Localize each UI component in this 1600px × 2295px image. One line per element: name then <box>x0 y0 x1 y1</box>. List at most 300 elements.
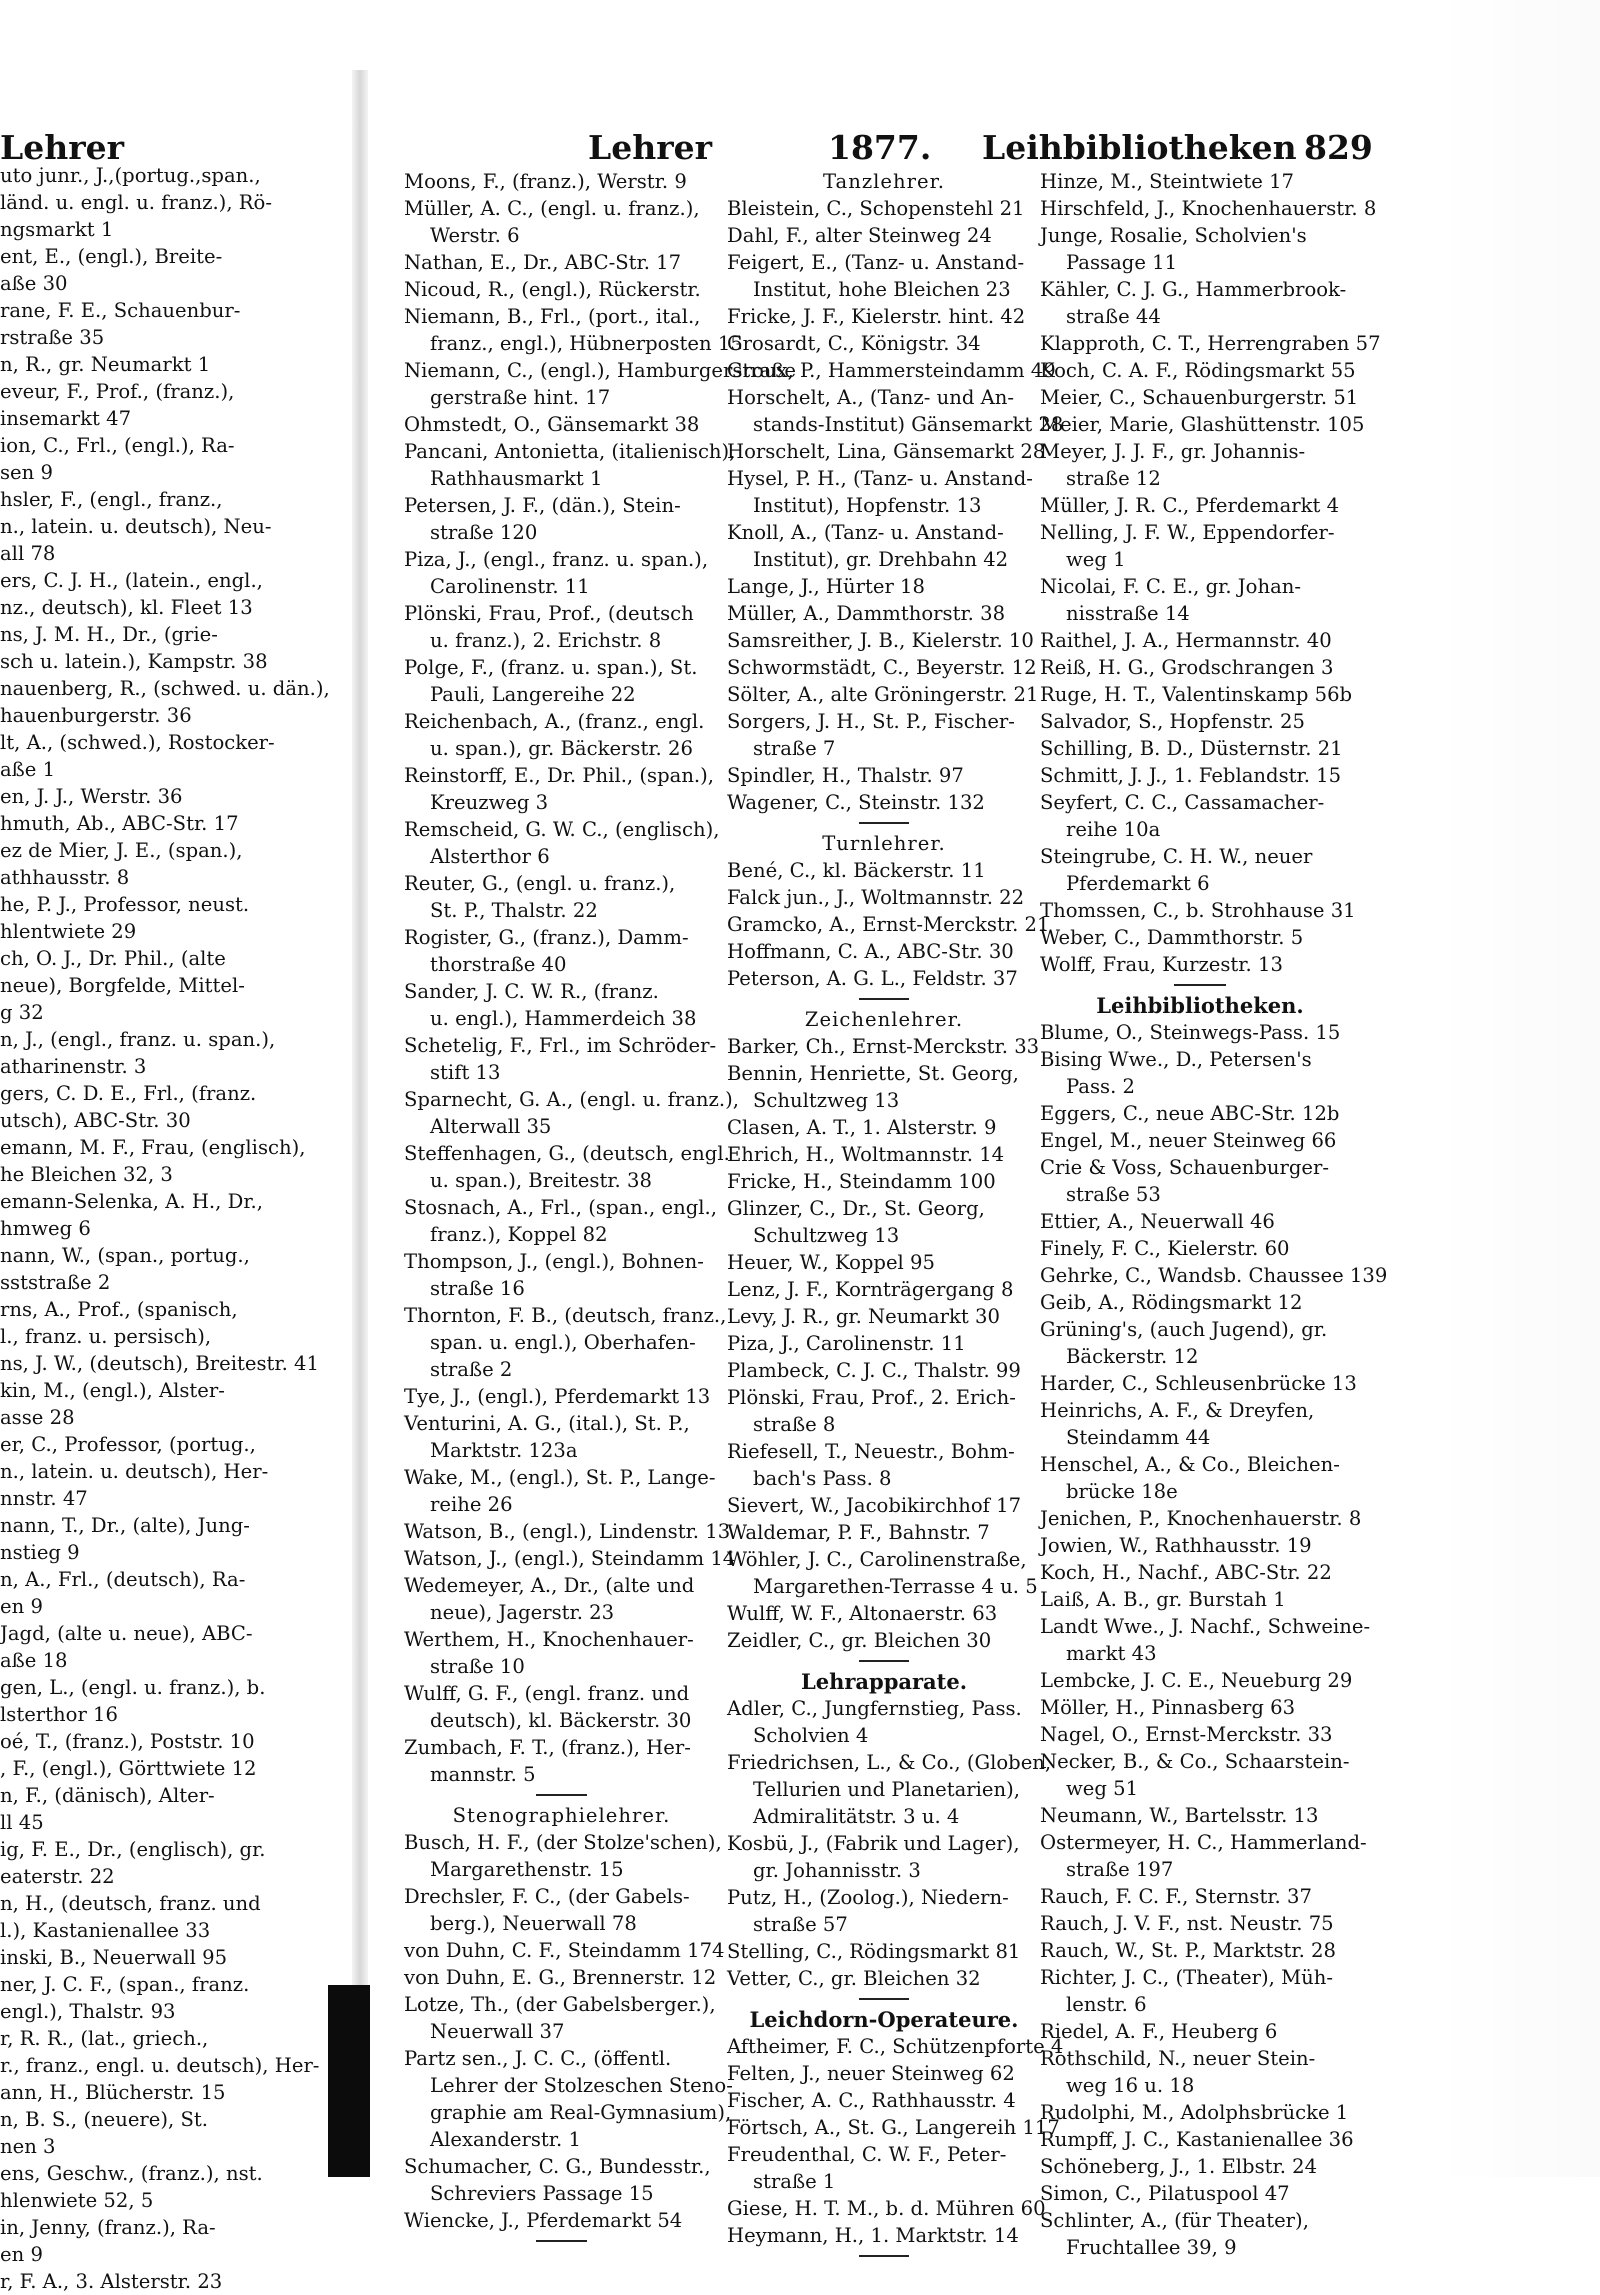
directory-entry-line: hauenburgerstr. 36 <box>0 704 192 727</box>
directory-entry-line: Rauch, J. V. F., nst. Neustr. 75 <box>1040 1912 1334 1935</box>
directory-entry-line: brücke 18e <box>1066 1480 1178 1503</box>
section-title: Stenographielehrer. <box>452 1804 671 1827</box>
directory-entry-line: nauenberg, R., (schwed. u. dän.), <box>0 677 330 700</box>
directory-entry-line: Niemann, B., Frl., (port., ital., <box>404 305 701 328</box>
directory-entry-line: Bené, C., kl. Bäckerstr. 11 <box>727 859 986 882</box>
directory-entry-line: Finely, F. C., Kielerstr. 60 <box>1040 1237 1290 1260</box>
directory-entry-line: Spindler, H., Thalstr. 97 <box>727 764 964 787</box>
directory-entry-line: Zeidler, C., gr. Bleichen 30 <box>727 1629 992 1652</box>
directory-entry-line: Falck jun., J., Woltmannstr. 22 <box>727 886 1025 909</box>
directory-entry-line: Giese, H. T. M., b. d. Mühren 60 <box>727 2197 1046 2220</box>
directory-entry-line: en, J. J., Werstr. 36 <box>0 785 183 808</box>
directory-entry-line: Pass. 2 <box>1066 1075 1136 1098</box>
directory-entry-line: Wulff, W. F., Altonaerstr. 63 <box>727 1602 998 1625</box>
directory-entry-line: n, B. S., (neuere), St. <box>0 2108 209 2131</box>
directory-entry-line: gers, C. D. E., Frl., (franz. <box>0 1082 257 1105</box>
directory-entry-line: utsch), ABC-Str. 30 <box>0 1109 191 1132</box>
directory-entry-line: Weber, C., Dammthorstr. 5 <box>1040 926 1304 949</box>
page-margin <box>1440 0 1600 2177</box>
directory-entry-line: Piza, J., (engl., franz. u. span.), <box>404 548 709 571</box>
directory-entry-line: reihe 26 <box>430 1493 513 1516</box>
directory-entry-line: Rathhausmarkt 1 <box>430 467 603 490</box>
directory-entry-line: uto junr., J.,(portug.,span., <box>0 164 261 187</box>
directory-entry-line: Dahl, F., alter Steinweg 24 <box>727 224 992 247</box>
directory-entry-line: Putz, H., (Zoolog.), Niedern- <box>727 1886 1009 1909</box>
directory-entry-line: Bäckerstr. 12 <box>1066 1345 1199 1368</box>
directory-entry-line: Passage 11 <box>1066 251 1178 274</box>
directory-entry-line: ent, E., (engl.), Breite- <box>0 245 223 268</box>
directory-entry-line: straße 8 <box>753 1413 836 1436</box>
directory-entry-line: in, Jenny, (franz.), Ra- <box>0 2216 216 2239</box>
section-title: Lehrapparate. <box>800 1669 968 1694</box>
directory-entry-line: Pferdemarkt 6 <box>1066 872 1210 895</box>
section-title: Leichdorn-Operateure. <box>749 2007 1019 2032</box>
leihbibliotheken-column <box>1040 168 1388 2261</box>
directory-entry-line: Sparnecht, G. A., (engl. u. franz.), <box>404 1088 739 1111</box>
directory-entry-line: Horschelt, A., (Tanz- und An- <box>727 386 1014 409</box>
directory-entry-line: Riefesell, T., Neuestr., Bohm- <box>727 1440 1015 1463</box>
directory-entry-line: Margarethenstr. 15 <box>430 1858 624 1881</box>
directory-entry-line: Pauli, Langereihe 22 <box>430 683 636 706</box>
directory-entry-line: Wulff, G. F., (engl. franz. und <box>404 1682 690 1705</box>
directory-entry-line: Raithel, J. A., Hermannstr. 40 <box>1040 629 1332 652</box>
directory-entry-line: Schultzweg 13 <box>753 1089 900 1112</box>
directory-entry-line: n., latein. u. deutsch), Her- <box>0 1460 269 1483</box>
section-title: Zeichenlehrer. <box>804 1008 964 1031</box>
directory-entry-line: Reiß, H. G., Grodschrangen 3 <box>1040 656 1334 679</box>
directory-entry-line: Seyfert, C. C., Cassamacher- <box>1040 791 1325 814</box>
directory-entry-line: Admiralitätstr. 3 u. 4 <box>753 1805 960 1828</box>
directory-entry-line: straße 1 <box>753 2170 836 2193</box>
directory-entry-line: Sander, J. C. W. R., (franz. <box>404 980 659 1003</box>
directory-entry-line: aße 18 <box>0 1649 68 1672</box>
directory-entry-line: nisstraße 14 <box>1066 602 1190 625</box>
directory-entry-line: straße 12 <box>1066 467 1161 490</box>
directory-entry-line: n, A., Frl., (deutsch), Ra- <box>0 1568 246 1591</box>
directory-entry-line: , F., (engl.), Görttwiete 12 <box>0 1757 257 1780</box>
directory-entry-line: Watson, J., (engl.), Steindamm 14 <box>404 1547 736 1570</box>
section-divider <box>1040 978 1360 992</box>
directory-entry-line: Steindamm 44 <box>1066 1426 1211 1449</box>
directory-entry-line: Lenz, J. F., Kornträgergang 8 <box>727 1278 1014 1301</box>
directory-entry-line: Sölter, A., alte Gröningerstr. 21 <box>727 683 1039 706</box>
section-divider <box>727 2249 1041 2263</box>
directory-entry-line: graphie am Real-Gymnasium), <box>430 2101 732 2124</box>
directory-entry-line: gen, L., (engl. u. franz.), b. <box>0 1676 266 1699</box>
directory-entry-line: Zumbach, F. T., (franz.), Her- <box>404 1736 691 1759</box>
directory-entry-line: berg.), Neuerwall 78 <box>430 1912 637 1935</box>
directory-entry-line: en 9 <box>0 1595 43 1618</box>
directory-entry-line: n, H., (deutsch, franz. und <box>0 1892 261 1915</box>
directory-entry-line: Groux, P., Hammersteindamm 49 <box>727 359 1056 382</box>
directory-entry-line: Rauch, F. C. F., Sternstr. 37 <box>1040 1885 1312 1908</box>
directory-entry-line: Necker, B., & Co., Schaarstein- <box>1040 1750 1350 1773</box>
directory-entry-line: Werstr. 6 <box>430 224 520 247</box>
directory-entry-line: Hirschfeld, J., Knochenhauerstr. 8 <box>1040 197 1377 220</box>
directory-entry-line: Piza, J., Carolinenstr. 11 <box>727 1332 966 1355</box>
directory-entry-line: Crie & Voss, Schauenburger- <box>1040 1156 1330 1179</box>
directory-entry-line: Venturini, A. G., (ital.), St. P., <box>404 1412 690 1435</box>
directory-entry-line: Peterson, A. G. L., Feldstr. 37 <box>727 967 1018 990</box>
directory-entry-line: Richter, J. C., (Theater), Müh- <box>1040 1966 1333 1989</box>
section-header: Leihbibliotheken <box>982 128 1297 167</box>
directory-entry-line: hmuth, Ab., ABC-Str. 17 <box>0 812 239 835</box>
section-divider <box>404 2234 719 2248</box>
directory-entry-line: oé, T., (franz.), Poststr. 10 <box>0 1730 255 1753</box>
directory-entry-line: Laiß, A. B., gr. Burstah 1 <box>1040 1588 1286 1611</box>
directory-entry-line: Blume, O., Steinwegs-Pass. 15 <box>1040 1021 1341 1044</box>
directory-entry-line: nnstr. 47 <box>0 1487 88 1510</box>
directory-entry-line: n., latein. u. deutsch), Neu- <box>0 515 272 538</box>
directory-entry-line: Lotze, Th., (der Gabelsberger.), <box>404 1993 716 2016</box>
directory-entry-line: Institut), gr. Drehbahn 42 <box>753 548 1009 571</box>
directory-entry-line: Geib, A., Rödingsmarkt 12 <box>1040 1291 1303 1314</box>
directory-entry-line: Kähler, C. J. G., Hammerbrook- <box>1040 278 1347 301</box>
directory-entry-line: Gehrke, C., Wandsb. Chaussee 139 <box>1040 1264 1388 1287</box>
directory-entry-line: Drechsler, F. C., (der Gabels- <box>404 1885 690 1908</box>
directory-entry-line: straße 197 <box>1066 1858 1174 1881</box>
directory-entry-line: Thompson, J., (engl.), Bohnen- <box>404 1250 704 1273</box>
directory-entry-line: neue), Borgfelde, Mittel- <box>0 974 245 997</box>
directory-entry-line: franz.), Koppel 82 <box>430 1223 608 1246</box>
directory-entry-line: Heuer, W., Koppel 95 <box>727 1251 935 1274</box>
directory-entry-line: en 9 <box>0 2243 43 2266</box>
directory-entry-line: Wiencke, J., Pferdemarkt 54 <box>404 2209 683 2232</box>
directory-entry-line: Rauch, W., St. P., Marktstr. 28 <box>1040 1939 1336 1962</box>
directory-entry-line: straße 16 <box>430 1277 525 1300</box>
directory-entry-line: inski, B., Neuerwall 95 <box>0 1946 228 1969</box>
directory-entry-line: Werthem, H., Knochenhauer- <box>404 1628 694 1651</box>
directory-entry-line: Nicolai, F. C. E., gr. Johan- <box>1040 575 1301 598</box>
directory-entry-line: Nelling, J. F. W., Eppendorfer- <box>1040 521 1335 544</box>
directory-entry-line: n, J., (engl., franz. u. span.), <box>0 1028 276 1051</box>
year-header: 1877. <box>828 128 932 167</box>
directory-entry-line: von Duhn, C. F., Steindamm 174 <box>404 1939 725 1962</box>
directory-entry-line: Feigert, E., (Tanz- u. Anstand- <box>727 251 1025 274</box>
directory-entry-line: straße 53 <box>1066 1183 1161 1206</box>
directory-entry-line: Alterwall 35 <box>430 1115 552 1138</box>
directory-entry-line: Neuerwall 37 <box>430 2020 565 2043</box>
directory-entry-line: Eggers, C., neue ABC-Str. 12b <box>1040 1102 1340 1125</box>
directory-entry-line: weg 1 <box>1066 548 1126 571</box>
directory-entry-line: Meyer, J. J. F., gr. Johannis- <box>1040 440 1306 463</box>
directory-entry-line: Jowien, W., Rathhausstr. 19 <box>1040 1534 1312 1557</box>
directory-entry-line: ch, O. J., Dr. Phil., (alte <box>0 947 226 970</box>
left-fragment-column <box>0 162 330 2295</box>
directory-entry-line: stift 13 <box>430 1061 501 1084</box>
directory-entry-line: Horschelt, Lina, Gänsemarkt 28 <box>727 440 1046 463</box>
center-header: Lehrer <box>588 128 712 167</box>
section-divider <box>727 1654 1041 1668</box>
directory-entry-line: Wagener, C., Steinstr. 132 <box>727 791 985 814</box>
directory-entry-line: Thornton, F. B., (deutsch, franz., <box>404 1304 727 1327</box>
directory-entry-line: hlentwiete 29 <box>0 920 137 943</box>
directory-entry-line: Kreuzweg 3 <box>430 791 549 814</box>
directory-entry-line: ann, H., Blücherstr. 15 <box>0 2081 226 2104</box>
directory-entry-line: ll 45 <box>0 1811 44 1834</box>
directory-entry-line: Bising Wwe., D., Petersen's <box>1040 1048 1312 1071</box>
directory-entry-line: r, R. R., (lat., griech., <box>0 2027 209 2050</box>
directory-entry-line: Fruchtallee 39, 9 <box>1066 2236 1237 2259</box>
directory-entry-line: Kosbü, J., (Fabrik und Lager), <box>727 1832 1020 1855</box>
directory-entry-line: Stelling, C., Rödingsmarkt 81 <box>727 1940 1021 1963</box>
directory-entry-line: ns, J. W., (deutsch), Breitestr. 41 <box>0 1352 319 1375</box>
directory-entry-line: he, P. J., Professor, neust. <box>0 893 250 916</box>
directory-entry-line: Schetelig, F., Frl., im Schröder- <box>404 1034 717 1057</box>
directory-entry-line: Ostermeyer, H. C., Hammerland- <box>1040 1831 1367 1854</box>
directory-entry-line: kin, M., (engl.), Alster- <box>0 1379 225 1402</box>
directory-entry-line: Alsterthor 6 <box>430 845 550 868</box>
directory-entry-line: Ruge, H. T., Valentinskamp 56b <box>1040 683 1353 706</box>
page-number: 829 <box>1304 128 1373 167</box>
directory-entry-line: Riedel, A. F., Heuberg 6 <box>1040 2020 1278 2043</box>
directory-entry-line: ns, J. M. H., Dr., (grie- <box>0 623 218 646</box>
directory-entry-line: straße 7 <box>753 737 836 760</box>
directory-entry-line: gr. Johannisstr. 3 <box>753 1859 921 1882</box>
directory-entry-line: Waldemar, P. F., Bahnstr. 7 <box>727 1521 990 1544</box>
directory-entry-line: Bennin, Henriette, St. Georg, <box>727 1062 1019 1085</box>
section-divider <box>727 816 1041 830</box>
directory-entry-line: Hysel, P. H., (Tanz- u. Anstand- <box>727 467 1033 490</box>
directory-entry-line: Neumann, W., Bartelsstr. 13 <box>1040 1804 1319 1827</box>
directory-entry-line: n, F., (dänisch), Alter- <box>0 1784 215 1807</box>
directory-entry-line: Grosardt, C., Königstr. 34 <box>727 332 981 355</box>
directory-entry-line: Aftheimer, F. C., Schützenpforte 4 <box>727 2035 1064 2058</box>
directory-entry-line: Schlinter, A., (für Theater), <box>1040 2209 1309 2232</box>
directory-entry-line: Tye, J., (engl.), Pferdemarkt 13 <box>404 1385 711 1408</box>
directory-entry-line: Nagel, O., Ernst-Merckstr. 33 <box>1040 1723 1333 1746</box>
directory-entry-line: Ehrich, H., Woltmannstr. 14 <box>727 1143 1005 1166</box>
section-divider <box>727 992 1041 1006</box>
directory-entry-line: Plönski, Frau, Prof., (deutsch <box>404 602 694 625</box>
directory-entry-line: ers, C. J. H., (latein., engl., <box>0 569 263 592</box>
directory-entry-line: Bleistein, C., Schopenstehl 21 <box>727 197 1025 220</box>
directory-entry-line: Thomssen, C., b. Strohhause 31 <box>1040 899 1356 922</box>
directory-entry-line: Jenichen, P., Knochenhauerstr. 8 <box>1040 1507 1362 1530</box>
directory-entry-line: aße 1 <box>0 758 56 781</box>
left-page-header: Lehrer <box>0 128 124 167</box>
directory-entry-line: he Bleichen 32, 3 <box>0 1163 173 1186</box>
directory-entry-line: Carolinenstr. 11 <box>430 575 590 598</box>
directory-entry-line: weg 16 u. 18 <box>1066 2074 1195 2097</box>
directory-entry-line: Vetter, C., gr. Bleichen 32 <box>727 1967 981 1990</box>
directory-entry-line: Lehrer der Stolzeschen Steno- <box>430 2074 733 2097</box>
directory-entry-line: bach's Pass. 8 <box>753 1467 892 1490</box>
directory-entry-line: u. span.), Breitestr. 38 <box>430 1169 652 1192</box>
directory-entry-line: straße 44 <box>1066 305 1161 328</box>
directory-entry-line: Alexanderstr. 1 <box>430 2128 581 2151</box>
directory-entry-line: straße 57 <box>753 1913 848 1936</box>
directory-entry-line: Friedrichsen, L., & Co., (Globen, <box>727 1751 1052 1774</box>
directory-entry-line: Schöneberg, J., 1. Elbstr. 24 <box>1040 2155 1318 2178</box>
directory-entry-line: asse 28 <box>0 1406 75 1429</box>
directory-entry-line: Wake, M., (engl.), St. P., Lange- <box>404 1466 716 1489</box>
directory-entry-line: nstieg 9 <box>0 1541 80 1564</box>
directory-entry-line: Margarethen-Terrasse 4 u. 5 <box>753 1575 1038 1598</box>
directory-entry-line: rns, A., Prof., (spanisch, <box>0 1298 238 1321</box>
directory-entry-line: nz., deutsch), kl. Fleet 13 <box>0 596 253 619</box>
directory-entry-line: hsler, F., (engl., franz., <box>0 488 223 511</box>
directory-entry-line: Förtsch, A., St. G., Langereih 117 <box>727 2116 1060 2139</box>
directory-entry-line: Stosnach, A., Frl., (span., engl., <box>404 1196 717 1219</box>
directory-entry-line: Reuter, G., (engl. u. franz.), <box>404 872 676 895</box>
directory-entry-line: u. engl.), Hammerdeich 38 <box>430 1007 697 1030</box>
directory-entry-line: Wedemeyer, A., Dr., (alte und <box>404 1574 695 1597</box>
section-divider <box>727 1992 1041 2006</box>
directory-entry-line: r, F. A., 3. Alsterstr. 23 <box>0 2270 223 2293</box>
directory-entry-line: Schumacher, C. G., Bundesstr., <box>404 2155 711 2178</box>
directory-entry-line: all 78 <box>0 542 56 565</box>
directory-entry-line: Landt Wwe., J. Nachf., Schweine- <box>1040 1615 1371 1638</box>
directory-entry-line: gerstraße hint. 17 <box>430 386 611 409</box>
directory-entry-line: weg 51 <box>1066 1777 1139 1800</box>
directory-entry-line: franz., engl.), Hübnerposten 15 <box>430 332 743 355</box>
directory-entry-line: Levy, J. R., gr. Neumarkt 30 <box>727 1305 1000 1328</box>
directory-entry-line: Reinstorff, E., Dr. Phil., (span.), <box>404 764 715 787</box>
directory-entry-line: sch u. latein.), Kampstr. 38 <box>0 650 268 673</box>
directory-entry-line: Jagd, (alte u. neue), ABC- <box>0 1622 253 1645</box>
directory-entry-line: thorstraße 40 <box>430 953 567 976</box>
directory-entry-line: ner, J. C. F., (span., franz. <box>0 1973 250 1996</box>
directory-entry-line: ig, F. E., Dr., (englisch), gr. <box>0 1838 266 1861</box>
directory-entry-line: Müller, A. C., (engl. u. franz.), <box>404 197 700 220</box>
directory-entry-line: engl.), Thalstr. 93 <box>0 2000 176 2023</box>
directory-entry-line: l., franz. u. persisch), <box>0 1325 212 1348</box>
page-spine <box>352 70 368 2030</box>
directory-entry-line: Felten, J., neuer Steinweg 62 <box>727 2062 1015 2085</box>
directory-entry-line: stands-Institut) Gänsemarkt 28 <box>753 413 1064 436</box>
directory-entry-line: Müller, A., Dammthorstr. 38 <box>727 602 1006 625</box>
directory-entry-line: lsterthor 16 <box>0 1703 118 1726</box>
directory-entry-line: Institut), Hopfenstr. 13 <box>753 494 982 517</box>
directory-entry-line: r., franz., engl. u. deutsch), Her- <box>0 2054 320 2077</box>
directory-entry-line: aße 30 <box>0 272 68 295</box>
directory-entry-line: hmweg 6 <box>0 1217 91 1240</box>
directory-entry-line: Fricke, J. F., Kielerstr. hint. 42 <box>727 305 1026 328</box>
directory-entry-line: Wöhler, J. C., Carolinenstraße, <box>727 1548 1027 1571</box>
directory-entry-line: nen 3 <box>0 2135 56 2158</box>
directory-entry-line: u. franz.), 2. Erichstr. 8 <box>430 629 662 652</box>
directory-entry-line: Meier, C., Schauenburgerstr. 51 <box>1040 386 1359 409</box>
section-title: Tanzlehrer. <box>822 170 946 193</box>
directory-entry-line: sststraße 2 <box>0 1271 111 1294</box>
directory-entry-line: Schmitt, J. J., 1. Feblandstr. 15 <box>1040 764 1342 787</box>
directory-entry-line: l.), Kastanienallee 33 <box>0 1919 211 1942</box>
directory-entry-line: Sievert, W., Jacobikirchhof 17 <box>727 1494 1022 1517</box>
directory-entry-line: Plönski, Frau, Prof., 2. Erich- <box>727 1386 1016 1409</box>
directory-entry-line: mannstr. 5 <box>430 1763 536 1786</box>
directory-entry-line: Petersen, J. F., (dän.), Stein- <box>404 494 681 517</box>
directory-entry-line: Rogister, G., (franz.), Damm- <box>404 926 689 949</box>
directory-entry-line: Institut, hohe Bleichen 23 <box>753 278 1011 301</box>
directory-entry-line: ion, C., Frl., (engl.), Ra- <box>0 434 235 457</box>
directory-entry-line: er, C., Professor, (portug., <box>0 1433 256 1456</box>
directory-entry-line: rstraße 35 <box>0 326 105 349</box>
directory-entry-line: Adler, C., Jungfernstieg, Pass. <box>727 1697 1022 1720</box>
directory-entry-line: Rumpff, J. C., Kastanienallee 36 <box>1040 2128 1354 2151</box>
directory-entry-line: insemarkt 47 <box>0 407 132 430</box>
directory-entry-line: Fischer, A. C., Rathhausstr. 4 <box>727 2089 1016 2112</box>
directory-entry-line: Junge, Rosalie, Scholvien's <box>1040 224 1307 247</box>
directory-entry-line: Schultzweg 13 <box>753 1224 900 1247</box>
directory-entry-line: Glinzer, C., Dr., St. Georg, <box>727 1197 985 1220</box>
directory-entry-line: Möller, H., Pinnasberg 63 <box>1040 1696 1296 1719</box>
directory-entry-line: ens, Geschw., (franz.), nst. <box>0 2162 263 2185</box>
directory-entry-line: Pancani, Antonietta, (italienisch), <box>404 440 736 463</box>
directory-entry-line: länd. u. engl. u. franz.), Rö- <box>0 191 272 214</box>
directory-entry-line: Partz sen., J. C. C., (öffentl. <box>404 2047 672 2070</box>
directory-entry-line: Nicoud, R., (engl.), Rückerstr. <box>404 278 701 301</box>
directory-entry-line: rane, F. E., Schauenbur- <box>0 299 241 322</box>
directory-entry-line: emann-Selenka, A. H., Dr., <box>0 1190 263 1213</box>
directory-entry-line: Wolff, Frau, Kurzestr. 13 <box>1040 953 1283 976</box>
directory-entry-line: straße 120 <box>430 521 538 544</box>
directory-entry-line: Heinrichs, A. F., & Dreyfen, <box>1040 1399 1315 1422</box>
binding-edge <box>328 1985 370 2177</box>
directory-entry-line: Lange, J., Hürter 18 <box>727 575 925 598</box>
directory-entry-line: reihe 10a <box>1066 818 1161 841</box>
directory-entry-line: Schilling, B. D., Düsternstr. 21 <box>1040 737 1343 760</box>
directory-entry-line: von Duhn, E. G., Brennerstr. 12 <box>404 1966 717 1989</box>
directory-entry-line: Moons, F., (franz.), Werstr. 9 <box>404 170 687 193</box>
directory-entry-line: Niemann, C., (engl.), Hamburgerstraße <box>404 359 796 382</box>
directory-entry-line: Fricke, H., Steindamm 100 <box>727 1170 996 1193</box>
directory-entry-line: lenstr. 6 <box>1066 1993 1147 2016</box>
directory-entry-line: nann, T., Dr., (alte), Jung- <box>0 1514 250 1537</box>
directory-entry-line: eveur, F., Prof., (franz.), <box>0 380 235 403</box>
directory-entry-line: hlenwiete 52, 5 <box>0 2189 154 2212</box>
directory-entry-line: Tellurien und Planetarien), <box>753 1778 1021 1801</box>
directory-entry-line: markt 43 <box>1066 1642 1157 1665</box>
directory-entry-line: Ettier, A., Neuerwall 46 <box>1040 1210 1275 1233</box>
section-title: Leihbibliotheken. <box>1096 993 1304 1018</box>
directory-entry-line: Knoll, A., (Tanz- u. Anstand- <box>727 521 1004 544</box>
directory-entry-line: u. span.), gr. Bäckerstr. 26 <box>430 737 693 760</box>
directory-entry-line: Watson, B., (engl.), Lindenstr. 13 <box>404 1520 731 1543</box>
directory-entry-line: ngsmarkt 1 <box>0 218 114 241</box>
directory-entry-line: Clasen, A. T., 1. Alsterstr. 9 <box>727 1116 997 1139</box>
directory-entry-line: Polge, F., (franz. u. span.), St. <box>404 656 698 679</box>
directory-entry-line: Henschel, A., & Co., Bleichen- <box>1040 1453 1340 1476</box>
directory-entry-line: sen 9 <box>0 461 53 484</box>
directory-entry-line: Freudenthal, C. W. F., Peter- <box>727 2143 1007 2166</box>
directory-entry-line: athhausstr. 8 <box>0 866 130 889</box>
directory-entry-line: Engel, M., neuer Steinweg 66 <box>1040 1129 1337 1152</box>
directory-entry-line: ez de Mier, J. E., (span.), <box>0 839 243 862</box>
directory-entry-line: Hoffmann, C. A., ABC-Str. 30 <box>727 940 1014 963</box>
directory-entry-line: Plambeck, C. J. C., Thalstr. 99 <box>727 1359 1021 1382</box>
directory-entry-line: nann, W., (span., portug., <box>0 1244 250 1267</box>
directory-entry-line: Busch, H. F., (der Stolze'schen), <box>404 1831 722 1854</box>
directory-entry-line: Samsreither, J. B., Kielerstr. 10 <box>727 629 1034 652</box>
directory-entry-line: straße 2 <box>430 1358 513 1381</box>
directory-entry-line: Müller, J. R. C., Pferdemarkt 4 <box>1040 494 1340 517</box>
directory-entry-line: atharinenstr. 3 <box>0 1055 147 1078</box>
directory-entry-line: Klapproth, C. T., Herrengraben 57 <box>1040 332 1381 355</box>
directory-entry-line: emann, M. F., Frau, (englisch), <box>0 1136 306 1159</box>
directory-entry-line: n, R., gr. Neumarkt 1 <box>0 353 211 376</box>
directory-entry-line: Meier, Marie, Glashüttenstr. 105 <box>1040 413 1365 436</box>
directory-entry-line: Lembcke, J. C. E., Neueburg 29 <box>1040 1669 1353 1692</box>
directory-entry-line: Rothschild, N., neuer Stein- <box>1040 2047 1316 2070</box>
directory-entry-line: Schreviers Passage 15 <box>430 2182 654 2205</box>
directory-entry-line: straße 10 <box>430 1655 525 1678</box>
directory-entry-line: eaterstr. 22 <box>0 1865 115 1888</box>
directory-entry-line: Remscheid, G. W. C., (englisch), <box>404 818 720 841</box>
directory-entry-line: Harder, C., Schleusenbrücke 13 <box>1040 1372 1357 1395</box>
directory-entry-line: Heymann, H., 1. Marktstr. 14 <box>727 2224 1019 2247</box>
directory-entry-line: Steffenhagen, G., (deutsch, engl. <box>404 1142 730 1165</box>
